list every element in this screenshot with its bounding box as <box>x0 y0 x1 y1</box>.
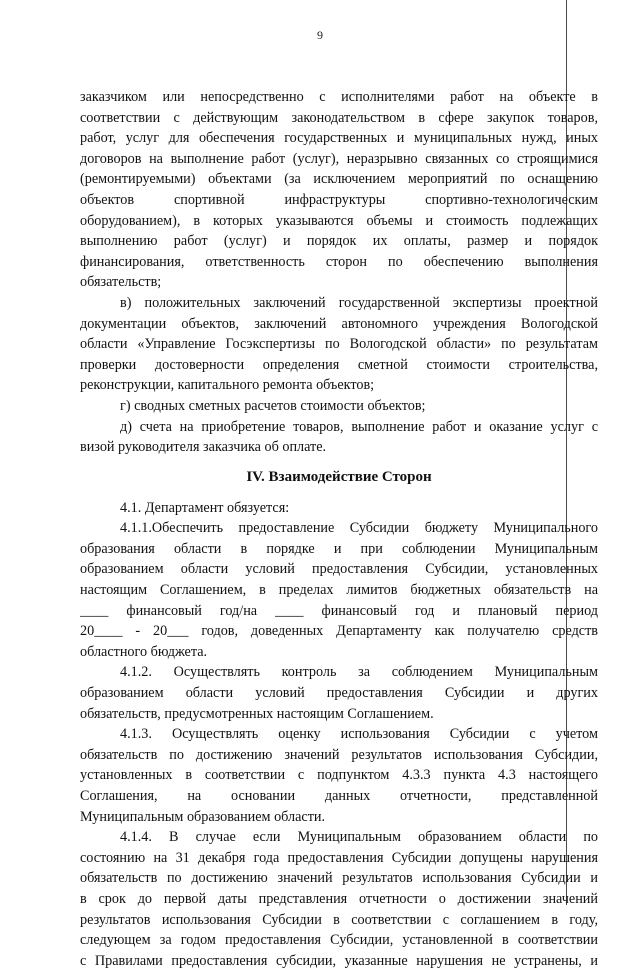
text-line: областного бюджета. <box>80 643 208 660</box>
text-line: 4.1.3. Осуществлять оценку использования Субсидии с учетом <box>120 726 598 743</box>
text-line: обязательств, предусмотренных настоящим Соглашением. <box>80 705 434 722</box>
text-line: работ, услуг для обеспечения государственных и муниципальных нужд, иных <box>80 130 598 147</box>
text-line: обязательств по достижению значений результатов использования Субсидии, <box>80 746 598 763</box>
text-line: настоящим Соглашением, в пределах лимитов бюджетных обязательств на <box>80 582 598 599</box>
text-line: 4.1.2. Осуществлять контроль за соблюдением Муниципальным <box>120 664 598 681</box>
text-line: документации объектов, заключений автономного учреждения Вологодской <box>80 315 598 332</box>
text-line: в срок до первой даты представления отчетности о достижении значений <box>80 890 598 907</box>
text-line: результатов использования Субсидии в соответствии с соглашением в году, <box>80 911 598 928</box>
text-line: установленных в соответствии с подпунктом 4.3.3 пункта 4.3 настоящего <box>80 767 598 784</box>
text-line: с Правилами предоставления субсидии, указанные нарушения не устранены, и <box>80 952 598 969</box>
text-line: в) положительных заключений государственной экспертизы проектной <box>120 294 598 311</box>
text-line: Муниципальным образованием области. <box>80 808 326 825</box>
text-line: (ремонтируемыми) объектами (за исключением мероприятий по оснащению <box>80 171 598 188</box>
text-line: визой руководителя заказчика об оплате. <box>80 439 327 456</box>
text-line: оборудованием), в которых указываются объемы и стоимость подлежащих <box>80 212 598 229</box>
paragraph-4-1-2 <box>80 662 598 724</box>
paragraph-item-v <box>80 293 598 396</box>
text-line: договоров на выполнение работ (услуг), неразрывно связанных со строящимися <box>80 150 598 167</box>
text-line: финансирования, ответственность сторон по обеспечению выполнения <box>80 253 598 270</box>
paragraph-4-1-4 <box>80 827 598 971</box>
text-line: ____ финансовый год/на ____ финансовый год и плановый период <box>80 602 598 619</box>
text-line: 20____ - 20___ годов, доведенных Департаменту как получателю средств <box>80 623 598 640</box>
text-line: заказчиком или непосредственно с исполнителями работ на объекте в <box>80 89 598 105</box>
text-line: следующем за годом предоставления Субсидии, установленной в соответствии <box>80 932 598 949</box>
text-line: проверки достоверности определения сметной стоимости строительства, <box>80 356 598 373</box>
text-line: реконструкции, капитального ремонта объектов; <box>80 377 375 394</box>
text-line: 4.1. Департамент обязуется: <box>120 499 290 516</box>
paragraph-contractor-docs <box>80 87 598 293</box>
text-line: образованием области условий предоставления Субсидии и других <box>80 685 598 702</box>
text-line: д) счета на приобретение товаров, выполнение работ и оказание услуг с <box>120 418 598 435</box>
paragraph-item-d <box>80 417 598 458</box>
text-line: Соглашения, на основании данных отчетности, представленной <box>80 788 598 804</box>
text-line: выполнению работ (услуг) и порядок их оплаты, размер и порядок <box>80 233 598 250</box>
text-line: обязательств по достижению значений результатов использования Субсидии и <box>80 870 598 887</box>
text-line: состоянию на 31 декабря года предоставления Субсидии допущены нарушения <box>80 849 598 866</box>
paragraph-item-g <box>80 396 598 417</box>
text-line: образования области в порядке и при соблюдении Муниципальным <box>80 540 598 557</box>
paragraph-4-1-1 <box>80 518 598 662</box>
paragraph-4-1-3 <box>80 724 598 827</box>
section-heading: IV. Взаимодействие Сторон <box>246 468 432 485</box>
text-line: соответствии с действующим законодательством в сфере закупок товаров, <box>80 109 598 126</box>
text-line: образованием области условий предоставления Субсидии, установленных <box>80 561 598 578</box>
text-line: обязательств; <box>80 274 162 291</box>
text-line: 4.1.1.Обеспечить предоставление Субсидии бюджету Муниципального <box>120 520 598 537</box>
text-line: области «Управление Госэкспертизы по Вологодской области» по результатам <box>80 336 598 353</box>
text-line: объектов спортивной инфраструктуры спортивно-технологическим <box>80 191 598 208</box>
page-number: 9 <box>317 28 323 42</box>
paragraph-4-1 <box>80 498 598 519</box>
document-body <box>80 87 598 971</box>
text-line: г) сводных сметных расчетов стоимости объектов; <box>120 397 426 414</box>
text-line: 4.1.4. В случае если Муниципальным образованием области по <box>120 829 598 846</box>
